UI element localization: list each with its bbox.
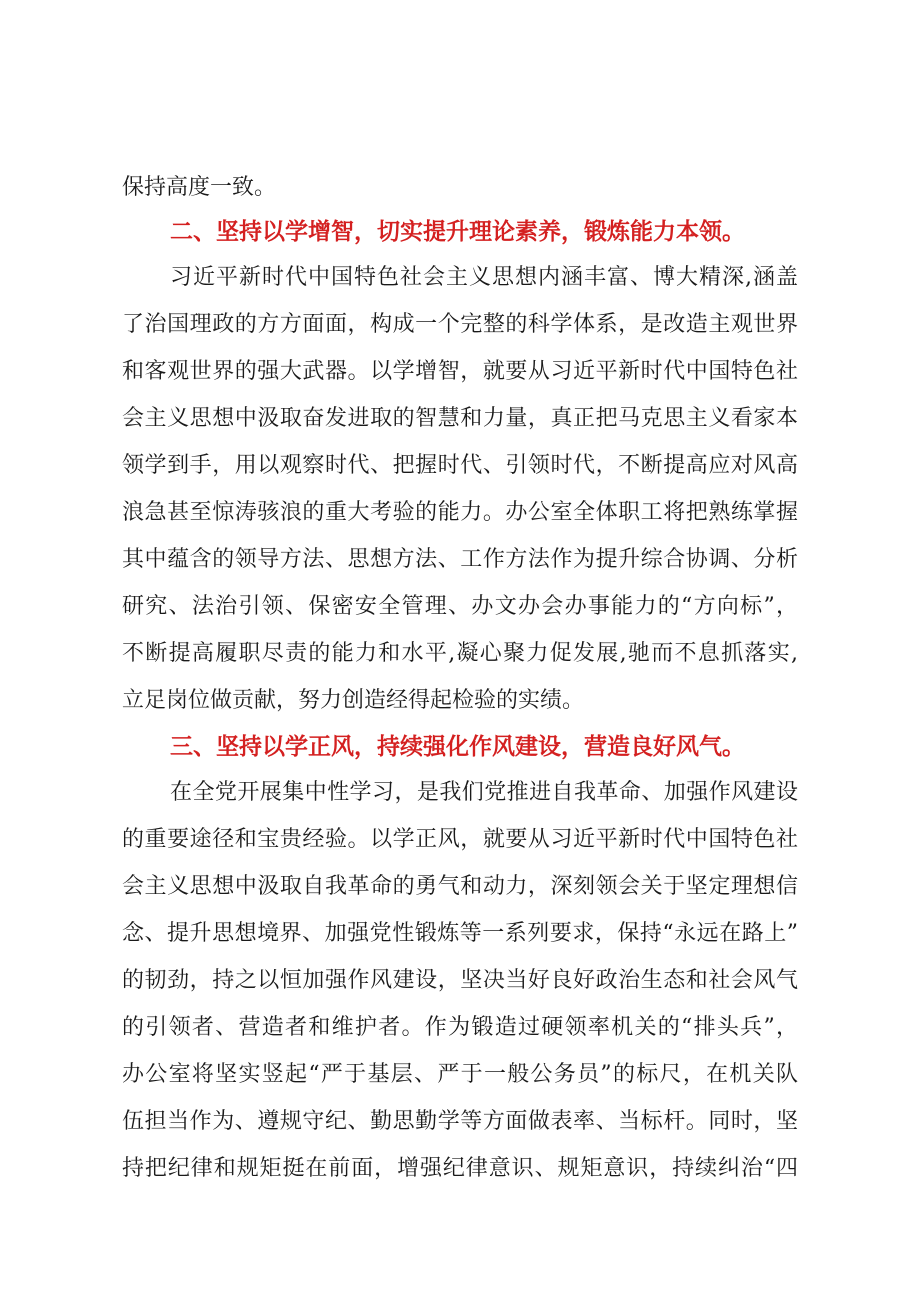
section-3-line-7: 办公室将坚实竖起“严于基层、严于一般公务员”的标尺，在机关队	[122, 1062, 798, 1087]
section-2-line-2: 了治国理政的方方面面，构成一个完整的科学体系，是改造主观世界	[122, 312, 798, 337]
intro-line-1: 保持高度一致。	[122, 175, 277, 200]
section-2-line-7: 其中蕴含的领导方法、思想方法、工作方法作为提升综合协调、分析	[122, 547, 798, 572]
section-3-line-4: 念、提升思想境界、加强党性锻炼等一系列要求，保持“永远在路上”	[122, 921, 798, 946]
section-3-line-5: 的韧劲，持之以恒加强作风建设，坚决当好良好政治生态和社会风气	[122, 968, 798, 993]
section-2-line-10: 立足岗位做贡献，努力创造经得起检验的实绩。	[122, 688, 585, 713]
section-2-heading: 二、坚持以学增智，切实提升理论素养，锻炼能力本领。	[170, 219, 745, 245]
section-2-line-5: 领学到手，用以观察时代、把握时代、引领时代，不断提高应对风高	[122, 453, 798, 478]
section-2-line-6: 浪急甚至惊涛骇浪的重大考验的能力。办公室全体职工将把熟练掌握	[122, 500, 798, 525]
section-3-line-6: 的引领者、营造者和维护者。作为锻造过硬领率机关的“排头兵”，	[122, 1015, 798, 1040]
section-2-line-3: 和客观世界的强大武器。以学增智，就要从习近平新时代中国特色社	[122, 359, 798, 384]
section-3-line-3: 会主义思想中汲取自我革命的勇气和动力，深刻领会关于坚定理想信	[122, 874, 798, 899]
section-3-line-1: 在全党开展集中性学习，是我们党推进自我革命、加强作风建设	[170, 780, 798, 805]
section-2-line-9: 不断提高履职尽责的能力和水平,凝心聚力促发展,驰而不息抓落实,	[122, 641, 798, 666]
section-3-heading: 三、坚持以学正风，持续强化作风建设，营造良好风气。	[170, 734, 745, 760]
section-2-line-8: 研究、法治引领、保密安全管理、办文办会办事能力的“方向标”，	[122, 594, 798, 619]
section-2-line-4: 会主义思想中汲取奋发进取的智慧和力量，真正把马克思主义看家本	[122, 406, 798, 431]
section-3-line-8: 伍担当作为、遵规守纪、勤思勤学等方面做表率、当标杆。同时，坚	[122, 1109, 798, 1134]
section-3-line-9: 持把纪律和规矩挺在前面，增强纪律意识、规矩意识，持续纠治“四	[122, 1156, 798, 1181]
section-3-line-2: 的重要途径和宝贵经验。以学正风，就要从习近平新时代中国特色社	[122, 827, 798, 852]
section-2-line-1: 习近平新时代中国特色社会主义思想内涵丰富、博大精深,涵盖	[170, 265, 798, 290]
